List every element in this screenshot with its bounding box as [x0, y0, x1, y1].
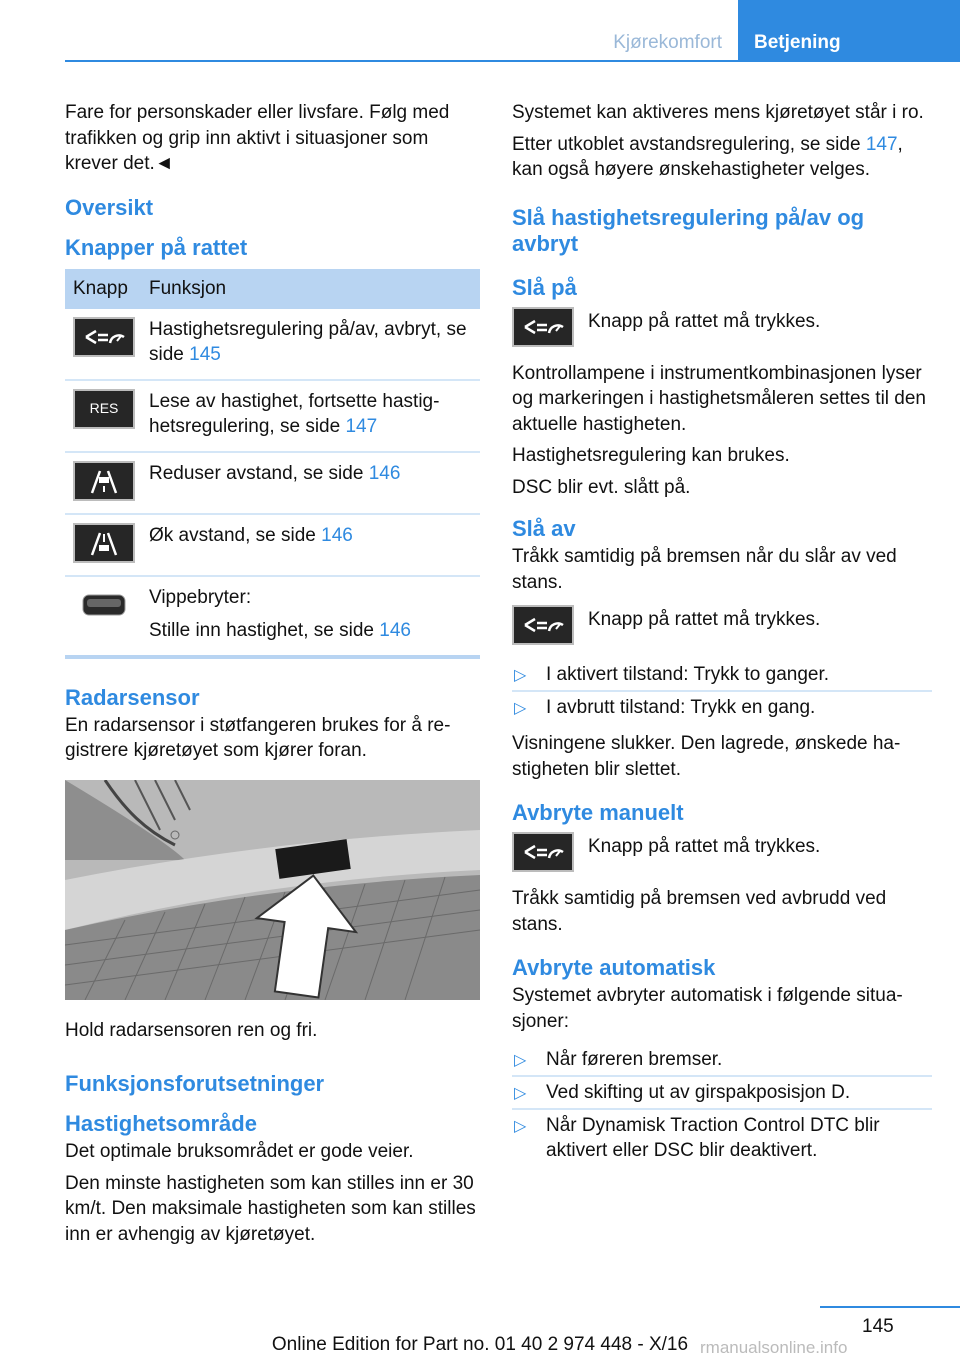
key-instruction	[512, 307, 932, 347]
paragraph-situasjoner: Systemet avbryter automatisk i følgende situasjoner:	[512, 985, 903, 1032]
intro-paragraph: Fare for personskader eller livsfare. Følg med trafikken og grip inn aktivt i situasjoner som krever det.◄	[65, 102, 450, 174]
header-divider	[65, 60, 960, 62]
photo-caption: Hold radarsensoren ren og fri.	[65, 1019, 318, 1041]
table-row	[65, 576, 480, 657]
heading-avbryte-manuelt: Avbryte manuelt	[512, 800, 684, 825]
rocker-switch-icon	[73, 585, 135, 625]
page-ref-link[interactable]: 147	[345, 415, 378, 437]
row-text: Lese av hastighet, fortsette hastighetsregulering, se side	[149, 390, 440, 437]
key-instruction-text: Knapp på rattet må trykkes.	[588, 609, 821, 630]
header-tab-kjorekomfort[interactable]: Kjørekomfort	[597, 0, 738, 62]
radar-paragraph: En radarsensor i støtfangeren brukes for å registrere kjøretøyet som kjører foran.	[65, 714, 451, 761]
list-item	[512, 1077, 932, 1110]
row-text: Hastighetsregulering på/av, avbryt, se side	[149, 318, 467, 365]
left-column	[65, 100, 480, 1253]
res-icon: RES	[73, 389, 135, 429]
heading-sla-av-pa: Slå hastighetsregulering på/av og avbryt	[512, 204, 865, 256]
list-item-text: Ved skifting ut av girspakposisjon D.	[546, 1082, 851, 1103]
list-item-text: I aktivert tilstand: Trykk to ganger.	[546, 664, 830, 685]
row-text: Øk avstand, se side	[149, 524, 322, 546]
heading-hastighetsomrade: Hastighetsområde	[65, 1111, 257, 1136]
cruise-control-icon	[512, 307, 574, 347]
paragraph-aktiveres: Systemet kan aktiveres mens kjøretøyet står i ro.	[512, 102, 924, 123]
buttons-table	[65, 269, 480, 659]
paragraph-dsc: DSC blir evt. slått på.	[512, 476, 691, 498]
list-item-text: Når Dynamisk Traction Control DTC blir aktivert eller DSC blir deaktivert.	[546, 1115, 880, 1161]
paragraph-kontrollampene: Kontrollampene i instrumentkombinasjonen lyser og markeringen i hastighetsmåleren settes til den aktuelle hastigheten.	[512, 362, 927, 435]
paragraph-avstandsregulering	[512, 132, 932, 183]
heading-avbryte-automatisk: Avbryte automatisk	[512, 955, 716, 980]
right-column	[512, 100, 932, 1174]
distance-reduce-icon	[73, 461, 135, 501]
row-text: Stille inn hastighet, se side	[149, 619, 380, 641]
header-tab-betjening[interactable]: Betjening	[738, 0, 960, 62]
heading-oversikt: Oversikt	[65, 194, 154, 220]
table-row	[65, 514, 480, 576]
cruise-control-icon	[512, 832, 574, 872]
cruise-control-icon	[512, 605, 574, 645]
triangle-bullet-icon: ▷	[514, 1085, 527, 1102]
triangle-bullet-icon: ▷	[514, 1052, 527, 1069]
triangle-bullet-icon: ▷	[514, 1118, 527, 1135]
bullet-list-trykk	[512, 659, 932, 723]
table-row	[65, 309, 480, 380]
triangle-bullet-icon: ▷	[514, 700, 527, 717]
page-number: 145	[862, 1316, 894, 1337]
hastighet-paragraph-2: Den minste hastigheten som kan stilles inn er 30 km/t. Den maksimale hastigheten som kan stilles inn er avhengig av kjøretøyet.	[65, 1172, 476, 1245]
row-text-label: Vippebryter:	[149, 586, 252, 608]
text-segment: , kan også høyere ønskehastigheter velges.	[512, 133, 903, 180]
bullet-list-situasjoner	[512, 1044, 932, 1166]
page-header	[597, 0, 960, 62]
list-item	[512, 692, 932, 723]
table-header-knapp: Knapp	[65, 269, 149, 309]
list-item	[512, 1110, 932, 1166]
heading-radarsensor: Radarsensor	[65, 684, 200, 710]
text-segment: Etter utkoblet avstandsregulering, se side	[512, 133, 866, 155]
list-item	[512, 659, 932, 692]
table-row	[65, 380, 480, 452]
key-instruction	[512, 605, 932, 645]
paragraph-kan-brukes: Hastighetsregulering kan brukes.	[512, 445, 790, 466]
key-instruction-text: Knapp på rattet må trykkes.	[588, 310, 821, 332]
list-item-text: I avbrutt tilstand: Trykk en gang.	[546, 697, 816, 718]
key-instruction	[512, 832, 932, 872]
paragraph-bremsen-avbrudd: Tråkk samtidig på bremsen ved avbrudd ved stans.	[512, 888, 887, 935]
heading-sla-pa: Slå på	[512, 274, 577, 300]
radar-sensor-photo	[65, 780, 480, 1000]
triangle-bullet-icon: ▷	[514, 667, 527, 684]
list-item	[512, 1044, 932, 1077]
page-ref-link[interactable]: 145	[189, 343, 221, 365]
heading-knapper: Knapper på rattet	[65, 234, 248, 260]
heading-sla-av: Slå av	[512, 516, 576, 541]
watermark: rmanualsonline.info	[700, 1338, 848, 1357]
edition-text: Online Edition for Part no. 01 40 2 974 448 - X/16	[271, 1334, 689, 1355]
footer-divider	[820, 1306, 960, 1308]
paragraph-bremsen: Tråkk samtidig på bremsen når du slår av ved stans.	[512, 546, 897, 593]
page-ref-link[interactable]: 146	[321, 524, 353, 546]
paragraph-visningene: Visningene slukker. Den lagrede, ønskede hastigheten blir slettet.	[512, 733, 901, 780]
list-item-text: Når føreren bremser.	[546, 1049, 723, 1070]
distance-increase-icon	[73, 523, 135, 563]
page-ref-link[interactable]: 146	[368, 462, 401, 484]
table-header-funksjon: Funksjon	[149, 269, 480, 309]
key-instruction-text: Knapp på rattet må trykkes.	[588, 836, 821, 857]
row-text: Reduser avstand, se side	[149, 462, 369, 484]
heading-funksjonsforutsetninger: Funksjonsforutsetninger	[65, 1071, 325, 1096]
page-ref-link[interactable]: 147	[865, 133, 898, 155]
cruise-control-icon	[73, 317, 135, 357]
page-ref-link[interactable]: 146	[379, 619, 411, 641]
hastighet-paragraph-1: Det optimale bruksområdet er gode veier.	[65, 1141, 414, 1162]
table-row	[65, 452, 480, 514]
